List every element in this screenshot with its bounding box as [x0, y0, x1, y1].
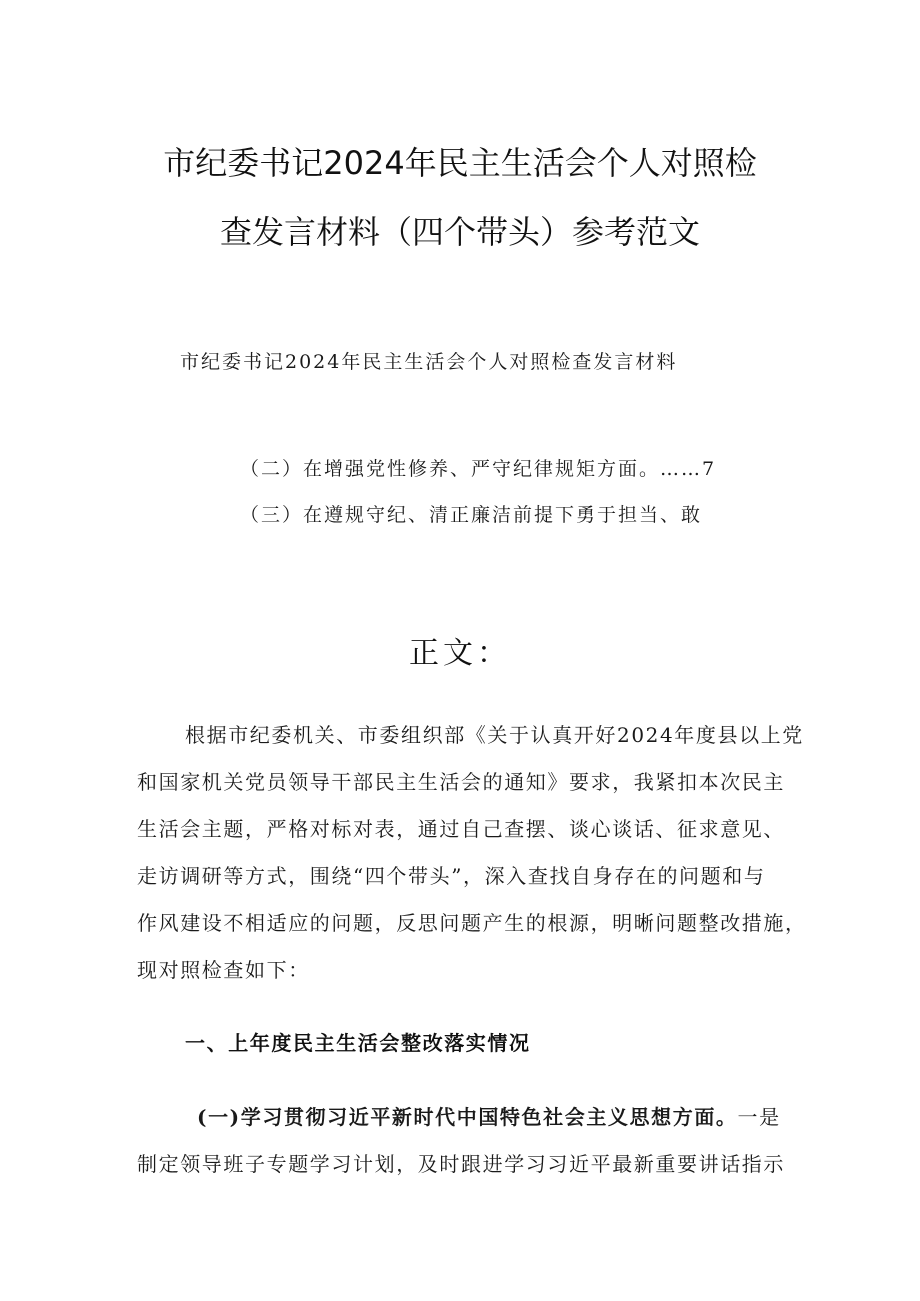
document-title-line-1: 市纪委书记2024年民主生活会个人对照检 — [163, 144, 757, 182]
document-title-line-2: 查发言材料（四个带头）参考范文 — [219, 213, 700, 251]
toc-entry-main: 市纪委书记2024年民主生活会个人对照检查发言材料 — [180, 351, 678, 373]
intro-line: 作风建设不相适应的问题，反思问题产生的根源，明晰问题整改措施， — [137, 911, 807, 935]
intro-line: 生活会主题，严格对标对表，通过自己查摆、谈心谈话、征求意见、 — [137, 817, 785, 841]
intro-line: 根据市纪委机关、市委组织部《关于认真开好2024年度县以上党 — [185, 723, 804, 747]
subsection-text: 一是 — [737, 1105, 781, 1129]
intro-line: 现对照检查如下： — [137, 958, 310, 982]
intro-line: 和国家机关党员领导干部民主生活会的通知》要求，我紧扣本次民主 — [137, 770, 785, 794]
body-heading: 正文： — [409, 636, 511, 671]
subsection-heading: (一)学习贯彻习近平新时代中国特色社会主义思想方面。 — [197, 1105, 738, 1129]
section-heading-1: 一、上年度民主生活会整改落实情况 — [185, 1031, 531, 1055]
subsection-line-2: 制定领导班子专题学习计划，及时跟进学习习近平最新重要讲话指示 — [137, 1152, 785, 1176]
intro-paragraph — [137, 712, 807, 994]
toc-entry-2: （二）在增强党性修养、严守纪律规矩方面。……7 — [240, 458, 717, 480]
subsection-line-1 — [137, 1094, 797, 1141]
toc-entry-3: （三）在遵规守纪、清正廉洁前提下勇于担当、敢 — [240, 504, 703, 526]
subsection-paragraph — [137, 1094, 797, 1188]
intro-line: 走访调研等方式，围绕“四个带头”，深入查找自身存在的问题和与 — [137, 864, 766, 888]
